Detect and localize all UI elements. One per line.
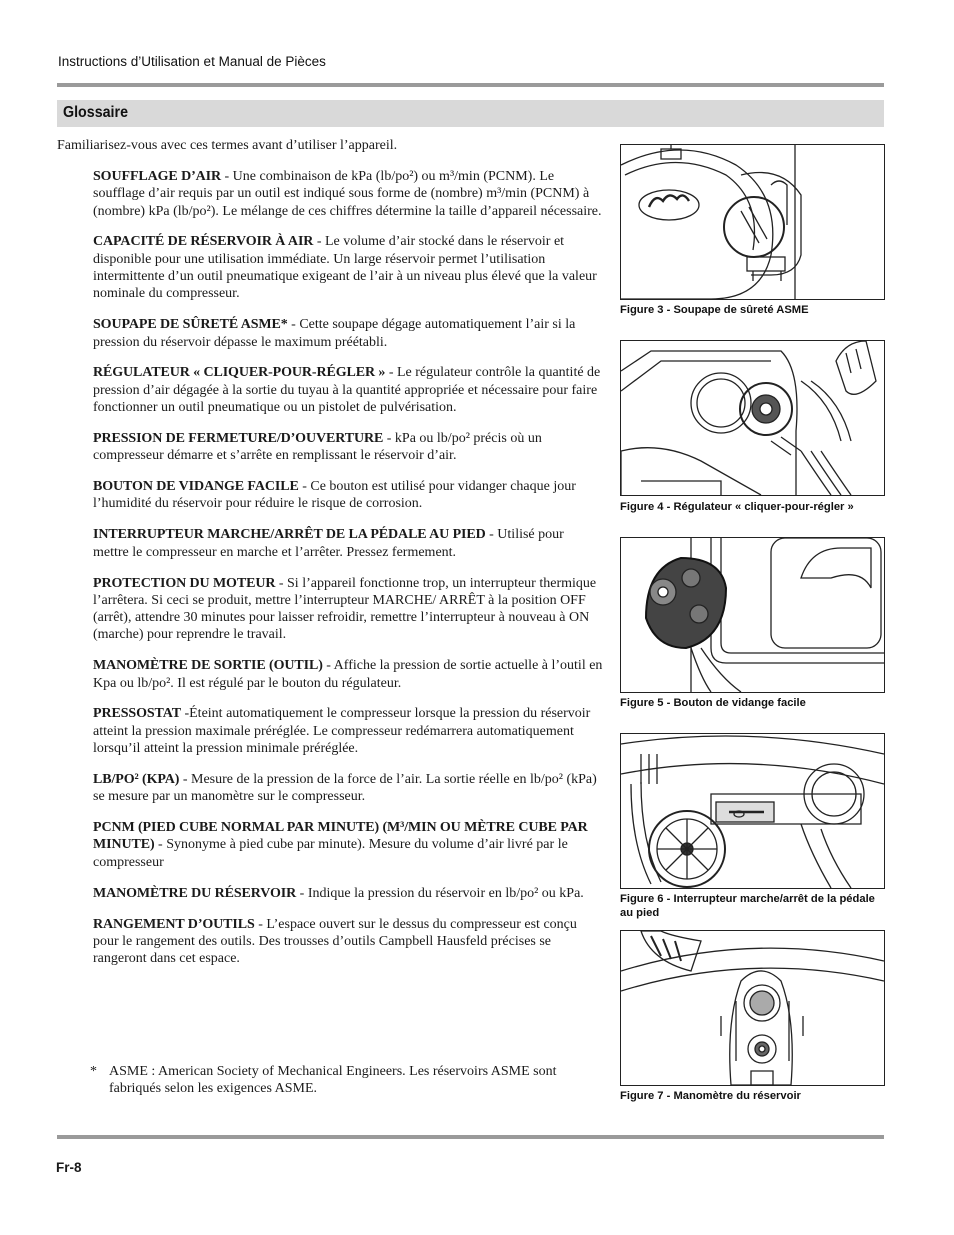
glossary-entry (93, 657, 603, 692)
figure-3-caption: Figure 3 - Soupape de sûreté ASME (620, 304, 809, 316)
glossary-term: BOUTON DE VIDANGE FACILE (93, 479, 299, 495)
figure-4-illustration (620, 340, 885, 496)
glossary-definition: - Mesure de la pression de la force de l’air. La sortie réelle en lb/po² (kPa) se mesure par un manomètre sur le compresseur. (93, 771, 597, 805)
intro-text: Familiarisez-vous avec ces termes avant d’utiliser l’appareil. (57, 138, 398, 153)
glossary-definition: - Cette soupape dégage automatiquement l’air si la pression du réservoir dépasse le maximum préétabli. (93, 317, 576, 350)
glossary-term: RÉGULATEUR « CLIQUER-POUR-RÉGLER » (93, 365, 386, 381)
glossary-entry (93, 168, 603, 220)
regulator-drawing (621, 341, 884, 495)
glossary-definition: - Le volume d’air stocké dans le réservoir et disponible pour une utilisation immédiate. Un large réservoir permet l’utilisation intermittente d’un outil pneumatique exigeant de l’air à un niveau plus élevé que la valeur nominale du compresseur. (93, 234, 597, 302)
figure-3-illustration (620, 144, 885, 300)
footnote-marker: * (90, 1064, 97, 1079)
glossary-definition: - Le régulateur contrôle la quantité de pression d’air dégagée à la sortie du tuyau à la quantité appropriée et nécessaire pour faire fonctionner un outil pneumatique ou un pistolet de pulvérisation. (93, 365, 601, 416)
glossary-term: RANGEMENT D’OUTILS (93, 916, 255, 932)
glossary-term: MANOMÈTRE DU RÉSERVOIR (93, 885, 297, 901)
glossary-definition: - L’espace ouvert sur le dessus du compresseur est conçu pour le rangement des outils. Des trousses d’outils Campbell Hausfeld précises se rangeront dans cet espace. (93, 916, 577, 967)
glossary-definition: - Indique la pression du réservoir en lb/po² ou kPa. (296, 885, 584, 901)
section-header-bar (57, 100, 884, 127)
glossary-term: PRESSION DE FERMETURE/D’OUVERTURE (93, 430, 384, 446)
glossary-definition: - Utilisé pour mettre le compresseur en marche et l’arrêter. Pressez fermement. (93, 527, 564, 560)
safety-valve-drawing (621, 145, 884, 299)
glossary-entry (93, 575, 603, 644)
glossary-entry (93, 916, 603, 968)
drain-button-drawing (621, 538, 884, 692)
glossary-entry (93, 705, 603, 757)
figure-6-caption: Figure 6 - Interrupteur marche/arrêt de la pédale au pied (620, 893, 875, 919)
glossary-list (93, 168, 603, 981)
glossary-entry (93, 233, 603, 302)
glossary-entry (93, 316, 603, 351)
bottom-rule (57, 1135, 884, 1139)
glossary-term: PCNM (PIED CUBE NORMAL PAR MINUTE) (M³/MIN OU MÈTRE CUBE PAR MINUTE) (93, 820, 588, 853)
glossary-entry (93, 430, 603, 465)
page-number: Fr-8 (56, 1160, 82, 1175)
foot-pedal-drawing (621, 734, 884, 888)
figure-7-caption: Figure 7 - Manomètre du réservoir (620, 1090, 801, 1102)
glossary-definition: - Synonyme à pied cube par minute). Mesure du volume d’air livré par le compresseur (93, 837, 568, 870)
glossary-term: LB/PO² (KPA) (93, 771, 180, 787)
figure-6-illustration (620, 733, 885, 889)
glossary-definition: - Si l’appareil fonctionne trop, un interrupteur thermique l’arrêtera. Si ceci se produit, mettre l’interrupteur MARCHE/ ARRÊT à la position OFF (arrêt), attendre 30 minutes pour laisser refroidir, remettre l’interrupteur à nouveau à ON (marche) pour reprendre le travail. (93, 575, 597, 643)
glossary-term: SOUFFLAGE D’AIR (93, 169, 222, 184)
glossary-term: CAPACITÉ DE RÉSERVOIR À AIR (93, 234, 314, 250)
glossary-definition: -Éteint automatiquement le compresseur lorsque la pression du réservoir atteint la pression maximale préréglée. Le compresseur redémarrera automatiquement lorsqu’il atteint la pression minimale préréglée. (93, 706, 591, 757)
figure-7-illustration (620, 930, 885, 1086)
glossary-term: PRESSOSTAT (93, 706, 181, 722)
glossary-term: PROTECTION DU MOTEUR (93, 575, 276, 591)
glossary-entry (93, 364, 603, 416)
glossary-term: MANOMÈTRE DE SORTIE (OUTIL) (93, 658, 323, 674)
tank-gauge-drawing (621, 931, 884, 1085)
glossary-term: INTERRUPTEUR MARCHE/ARRÊT DE LA PÉDALE AU PIED (93, 527, 486, 543)
running-head: Instructions d’Utilisation et Manual de Pièces (58, 54, 326, 69)
glossary-entry (93, 478, 603, 513)
glossary-term: SOUPAPE DE SÛRETÉ ASME* (93, 317, 288, 333)
figure-5-caption: Figure 5 - Bouton de vidange facile (620, 697, 806, 709)
glossary-definition: - kPa ou lb/po² précis où un compresseur démarre et s’arrête en remplissant le réservoir d’air. (93, 430, 542, 464)
footnote (90, 1063, 595, 1098)
glossary-entry (93, 771, 603, 806)
figure-5-illustration (620, 537, 885, 693)
glossary-definition: - Une combinaison de kPa (lb/po²) ou m³/min (PCNM). Le soufflage d’air requis par un outil est indiqué sous forme de (nombre) m³/min (PCNM) à (nombre) kPa (lb/po²). Le mélange de ces chiffres détermine la taille d’appareil nécessaire. (93, 169, 602, 219)
glossary-entry (93, 526, 603, 561)
glossary-definition: - Ce bouton est utilisé pour vidanger chaque jour l’humidité du réservoir pour réduire le risque de corrosion. (93, 479, 576, 512)
top-rule (57, 83, 884, 87)
glossary-definition: - Affiche la pression de sortie actuelle à l’outil en Kpa ou lb/po². Il est régulé par le bouton du régulateur. (93, 658, 603, 691)
glossary-entry (93, 819, 603, 871)
section-title: Glossaire (63, 104, 129, 121)
footnote-text: ASME : American Society of Mechanical Engineers. Les réservoirs ASME sont fabriqués selon les exigences ASME. (109, 1064, 557, 1097)
glossary-entry (93, 885, 603, 902)
figure-4-caption: Figure 4 - Régulateur « cliquer-pour-régler » (620, 501, 854, 513)
